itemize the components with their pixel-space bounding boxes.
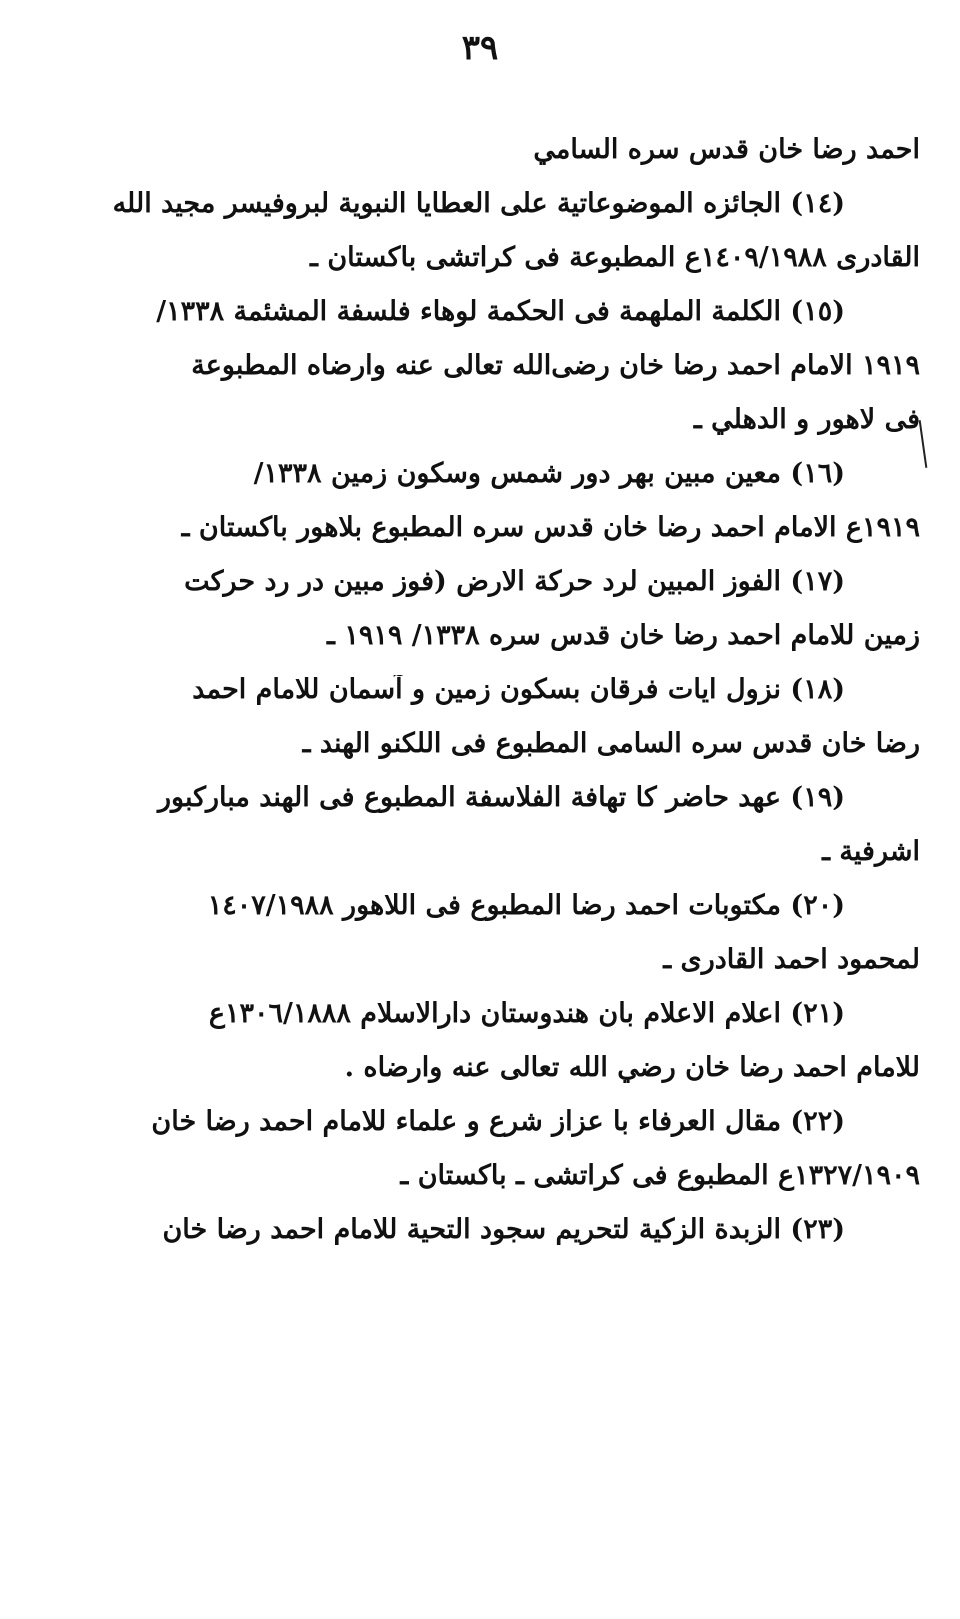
entry-line: (١٤) الجائزه الموضوعاتية على العطايا النبوية لبروفيسر مجيد الله <box>112 189 845 219</box>
entry-line: (١٨) نزول ايات فرقان بسكون زمين و آسمان للامام احمد <box>192 675 845 705</box>
entry-line: (١٥) الكلمة الملهمة فى الحكمة لوهاء فلسفة المشئمة ١٣٣٨/ <box>156 297 845 327</box>
entry-20 <box>40 891 920 975</box>
opening-line: احمد رضا خان قدس سره السامي <box>533 135 920 165</box>
entry-14 <box>40 189 920 273</box>
entry-line: (٢٠) مكتوبات احمد رضا المطبوع فى اللاهور ١٤٠٧/١٩٨٨ <box>207 891 845 921</box>
entry-line: ١٩١٩ع الامام احمد رضا خان قدس سره المطبوع بلاهور باكستان ـ <box>181 513 920 543</box>
page-number: ٣٩ <box>461 28 499 68</box>
entry-line: (٢١) اعلام الاعلام بان هندوستان دارالاسلام ١٣٠٦/١٨٨٨ع <box>208 999 845 1029</box>
entry-line: للامام احمد رضا خان رضي الله تعالى عنه وارضاه . <box>344 1053 920 1083</box>
entry-line: ١٩١٩ الامام احمد رضا خان رضی‌الله تعالى عنه وارضاه المطبوعة <box>191 351 920 381</box>
entry-21 <box>40 999 920 1083</box>
entry-line: (١٧) الفوز المبين لرد حركة الارض (فوز مبين در رد حركت <box>184 567 845 597</box>
entry-22 <box>40 1107 920 1191</box>
entry-line: ١٣٢٧/١٩٠٩ع المطبوع فى كراتشى ـ باكستان ـ <box>400 1161 920 1191</box>
entry-line: (١٩) عهد حاضر كا تهافة الفلاسفة المطبوع فى الهند مباركبور <box>157 783 845 813</box>
entry-line: زمين للامام احمد رضا خان قدس سره ١٣٣٨/ ١٩١٩ ـ <box>327 621 920 651</box>
entry-17 <box>40 567 920 651</box>
entry-line: رضا خان قدس سره السامى المطبوع فى اللكنو الهند ـ <box>302 729 920 759</box>
entry-line: فى لاهور و الدهلي ـ <box>693 405 920 435</box>
entry-15 <box>40 297 920 435</box>
entry-line: القادری ١٤٠٩/١٩٨٨ع المطبوعة فی کراتشی باکستان ـ <box>310 243 920 273</box>
entry-18 <box>40 675 920 759</box>
entry-line: (٢٣) الزبدة الزكية لتحريم سجود التحية للامام احمد رضا خان <box>162 1215 845 1245</box>
document-body <box>40 135 920 1269</box>
entry-line: اشرفية ـ <box>822 837 920 867</box>
entry-line: (٢٢) مقال العرفاء با عزاز شرع و علماء للامام احمد رضا خان <box>151 1107 845 1137</box>
entry-line: لمحمود احمد القادرى ـ <box>663 945 920 975</box>
entry-19 <box>40 783 920 867</box>
entry-16 <box>40 459 920 543</box>
entry-23 <box>40 1215 920 1245</box>
entry-line: (١٦) معين مبين بهر دور شمس وسكون زمين ١٣٣٨/ <box>253 459 845 489</box>
